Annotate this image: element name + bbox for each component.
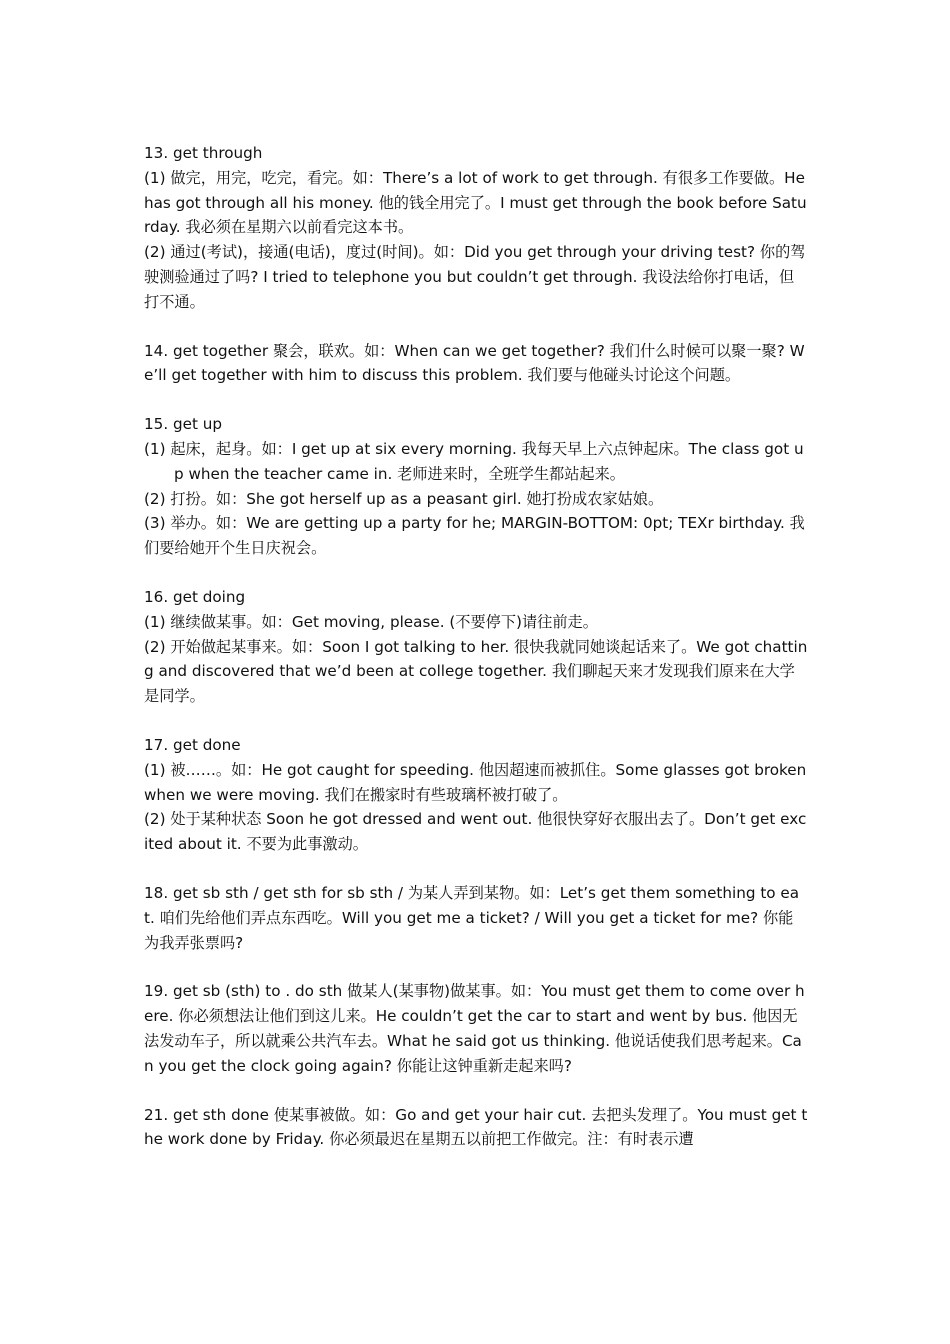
entry-get-together <box>144 339 808 389</box>
entry-heading: 15. get up <box>144 415 223 434</box>
entry-get-sth-done <box>144 1103 808 1153</box>
entry-heading: 21. get sth done 使某事被做。如：Go and get your hair cut. 去把头发理了。You must get the work done by Friday. 你必须最迟在星期五以前把工作做完。注：有时表示遭 <box>144 1105 808 1149</box>
entry-heading: 16. get doing <box>144 587 246 606</box>
entry-heading: 18. get sb sth / get sth for sb sth / 为某人弄到某物。如：Let’s get them something to eat. 咱们先给他们弄点东西吃。Will you get me a ticket? / Will you get a ticket for me? 你能为我弄张票吗? <box>144 883 800 952</box>
entry-sense: (3) 举办。如：We are getting up a party for he; MARGIN-BOTTOM: 0pt; TEXr birthday. 我们要给她开个生日庆祝会。 <box>144 514 805 558</box>
entry-get-doing <box>144 585 808 709</box>
entry-get-sb-sth <box>144 881 808 955</box>
entry-sense: (1) 做完，用完，吃完，看完。如：There’s a lot of work to get through. 有很多工作要做。He has got through all his money. 他的钱全用完了。I must get through the book before Saturday. 我必须在星期六以前看完这本书。 <box>144 168 807 237</box>
entry-heading: 17. get done <box>144 735 241 754</box>
entry-heading: 14. get together 聚会，联欢。如：When can we get together? 我们什么时候可以聚一聚? We’ll get together with him to discuss this problem. 我们要与他碰头讨论这个问题。 <box>144 341 805 385</box>
entry-sense: (2) 打扮。如：She got herself up as a peasant girl. 她打扮成农家姑娘。 <box>144 489 664 508</box>
entry-sense: (1) 继续做某事。如：Get moving, please. (不要停下)请往前走。 <box>144 612 598 631</box>
entry-get-sb-to-do <box>144 979 808 1078</box>
entry-get-done <box>144 733 808 857</box>
entry-get-through <box>144 141 808 315</box>
entry-get-up <box>144 412 808 561</box>
document-body <box>144 141 808 1176</box>
entry-sense: (1) 起床，起身。如：I get up at six every morning. 我每天早上六点钟起床。The class got up when the teacher came in. 老师进来时，全班学生都站起来。 <box>144 439 804 483</box>
entry-sense: (2) 处于某种状态 Soon he got dressed and went out. 他很快穿好衣服出去了。Don’t get excited about it. 不要为此事激动。 <box>144 810 807 854</box>
entry-heading: 19. get sb (sth) to . do sth 做某人(某事物)做某事。如：You must get them to come over here. 你必须想法让他们到这儿来。He couldn’t get the car to start and went by bus. 他因无法发动车子，所以就乘公共汽车去。What he said got us thinking. 他说话使我们思考起来。Can you get the clock going again? 你能让这钟重新走起来吗? <box>144 982 805 1075</box>
entry-sense: (2) 开始做起某事来。如：Soon I got talking to her. 很快我就同她谈起话来了。We got chatting and discovered that we’d been at college together. 我们聊起天来才发现我们原来在大学是同学。 <box>144 637 808 706</box>
entry-sense: (2) 通过(考试)，接通(电话)，度过(时间)。如：Did you get through your driving test? 你的驾驶测验通过了吗? I tried to telephone you but couldn’t get through. 我设法给你打电话，但打不通。 <box>144 243 806 311</box>
entry-sense: (1) 被……。如：He got caught for speeding. 他因超速而被抓住。Some glasses got broken when we were moving. 我们在搬家时有些玻璃杯被打破了。 <box>144 760 807 804</box>
entry-heading: 13. get through <box>144 144 263 162</box>
